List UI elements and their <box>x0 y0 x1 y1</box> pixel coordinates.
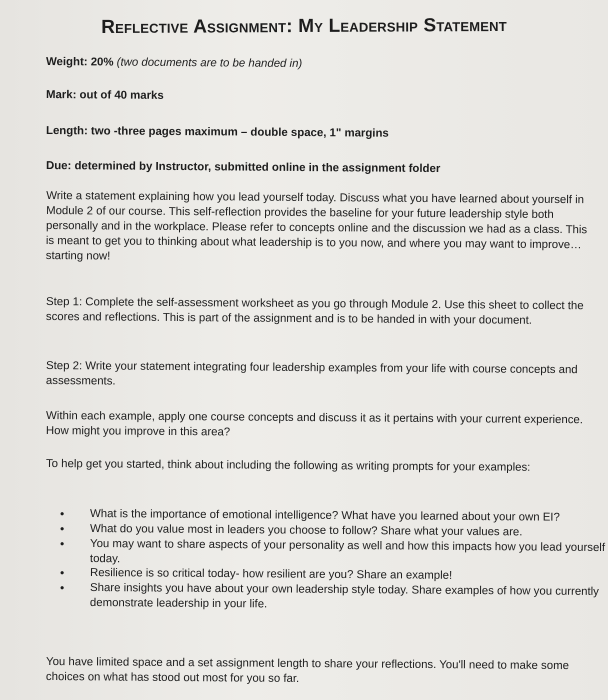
due-line <box>46 159 440 177</box>
due-value: determined by Instructor, submitted online in the assignment folder <box>74 160 441 176</box>
step1-paragraph: Step 1: Complete the self-assessment worksheet as you go through Module 2. Use this sheet to collect the scores and reflections. This is part of the assignment and is to be handed in with your document. <box>45 296 584 327</box>
intro-paragraph: Write a statement explaining how you lead yourself today. Discuss what you have learned about yourself in Module 2 of our course. This self-reflection provides the baseline for your future leadership style both personally and in the workplace. Please refer to concepts online and the discussion we had as a class. This is meant to get you to thinking about what leadership is to you now, and where you may want to improve…starting now! <box>45 190 588 263</box>
weight-label: Weight: <box>45 56 88 69</box>
mark-value: out of 40 marks <box>79 89 164 102</box>
help-paragraph: To help get you started, think about including the following as writing prompts for your examples: <box>45 458 531 474</box>
prompt-list <box>46 507 608 611</box>
list-item: • What is the importance of emotional intelligence? What have you learned about your own EI? <box>90 507 608 526</box>
mark-label: Mark: <box>45 89 77 102</box>
weight-note: (two documents are to be handed in) <box>116 56 303 71</box>
list-item: • Share insights you have about your own leadership style today. Share examples of how you currently demonstrate leadership in your life. <box>90 581 608 615</box>
list-item: • Resilience is so critical today- how resilient are you? Share an example! <box>90 566 608 585</box>
list-item: • You may want to share aspects of your personality as well and how this impacts how you lead yourself today. <box>90 537 608 571</box>
closing-paragraph: You have limited space and a set assignment length to share your reflections. You'll need to make some choices on what has stood out most for you so far. <box>45 656 569 685</box>
length-value: two -three pages maximum – double space, 1" margins <box>90 125 389 140</box>
length-label: Length: <box>45 125 88 138</box>
length-line <box>46 124 389 142</box>
weight-value: 20% <box>90 56 114 69</box>
page-title: Reflective Assignment: My Leadership Statement <box>101 14 507 39</box>
due-label: Due: <box>45 160 72 173</box>
mark-line <box>46 88 164 104</box>
list-item: • What do you value most in leaders you choose to follow? Share what your values are. <box>90 522 608 541</box>
within-paragraph: Within each example, apply one course concepts and discuss it as it pertains with your current experience. How might you improve in this area? <box>45 410 583 439</box>
weight-line <box>46 55 302 72</box>
step2-paragraph: Step 2: Write your statement integrating four leadership examples from your life with course concepts and assessments. <box>45 360 578 388</box>
